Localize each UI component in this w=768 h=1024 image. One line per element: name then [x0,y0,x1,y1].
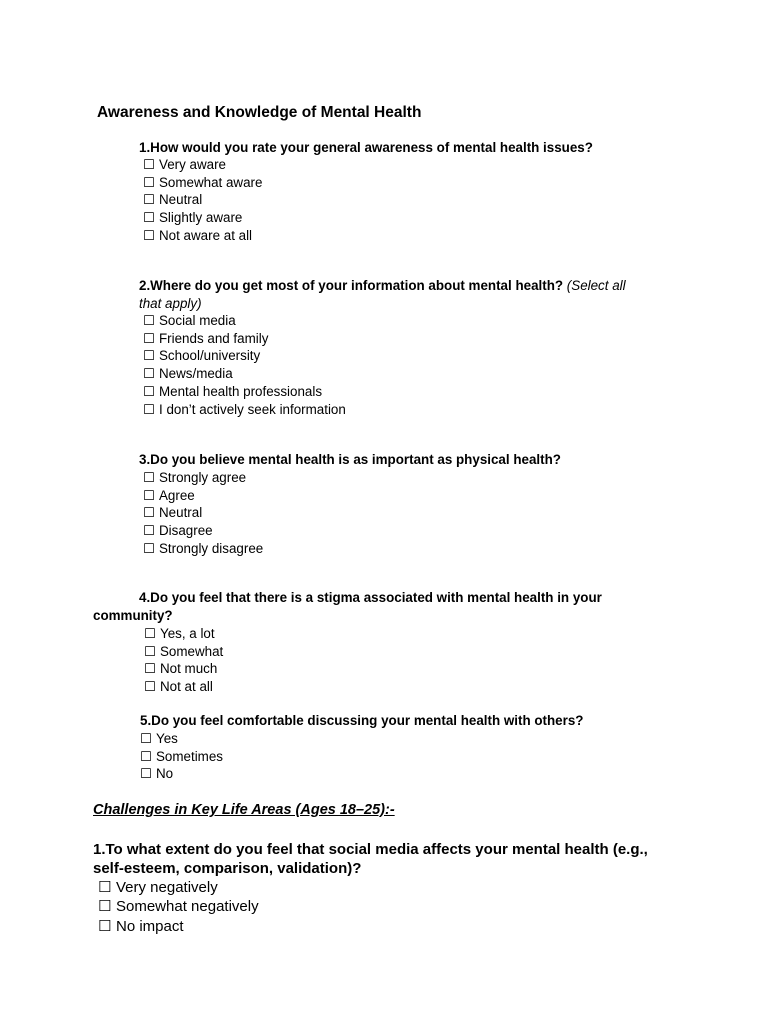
option-label: Neutral [159,192,203,208]
option-label: News/media [159,366,233,382]
checkbox-icon[interactable]: ☐ [143,227,156,243]
section-title-challenges: Challenges in Key Life Areas (Ages 18–25):- [93,802,395,818]
option-item[interactable] [143,227,262,245]
option-item[interactable] [143,504,263,522]
option-item[interactable] [140,748,223,766]
checkbox-icon[interactable]: ☐ [143,540,156,556]
option-label: I don’t actively seek information [159,401,346,417]
checkbox-icon[interactable]: ☐ [143,348,156,364]
option-label: Yes [156,731,178,746]
question-1-options [143,156,262,245]
checkbox-icon[interactable]: ☐ [143,383,156,399]
option-label: Disagree [159,523,213,539]
checkbox-icon[interactable]: ☐ [143,330,156,346]
checkbox-icon[interactable]: ☐ [140,748,153,764]
checkbox-icon[interactable]: ☐ [143,313,156,328]
question-2-text-line1: 2.Where do you get most of your information about mental health? (Select all [139,278,626,293]
option-item[interactable] [143,209,262,227]
checkbox-icon[interactable]: ☐ [143,210,156,226]
option-label: Sometimes [156,748,223,764]
option-label: Very negatively [116,879,218,896]
page-title: Awareness and Knowledge of Mental Health [97,104,422,121]
option-label: Somewhat [160,643,224,659]
question-3-text: 3.Do you believe mental health is as important as physical health? [139,452,561,467]
option-label: Not much [160,661,218,677]
option-item[interactable] [143,156,262,174]
option-item[interactable] [98,897,259,916]
option-label: Friends and family [159,330,269,346]
checkbox-icon[interactable]: ☐ [140,766,153,782]
checkbox-icon[interactable]: ☐ [144,679,157,695]
section2-question-1-text-line2: self-esteem, comparison, validation)? [93,860,362,877]
checkbox-icon[interactable]: ☐ [144,661,157,677]
checkbox-icon[interactable]: ☐ [143,192,156,208]
section2-question-1-text-line1: 1.To what extent do you feel that social media affects your mental health (e.g., [93,841,648,858]
option-label: Not at all [160,679,213,695]
question-2-text-line2: that apply) [139,296,202,311]
checkbox-icon[interactable]: ☐ [143,157,156,172]
question-2-note: (Select all [566,278,626,293]
option-item[interactable] [143,487,263,505]
option-label: Somewhat negatively [116,898,259,916]
question-5-options [140,730,223,783]
checkbox-icon[interactable]: ☐ [98,898,112,916]
checkbox-icon[interactable]: ☐ [98,917,112,935]
option-label: School/university [159,348,261,364]
option-label: Mental health professionals [159,383,323,399]
option-label: Very aware [159,157,226,172]
checkbox-icon[interactable]: ☐ [143,401,156,417]
option-item[interactable] [144,625,223,643]
question-4-text-line1: 4.Do you feel that there is a stigma associated with mental health in your [139,590,602,605]
option-item[interactable] [143,365,346,383]
option-item[interactable] [140,730,223,748]
section2-question-1-options [98,878,259,936]
option-label: Not aware at all [159,227,253,243]
option-item[interactable] [143,540,263,558]
checkbox-icon[interactable]: ☐ [143,523,156,539]
option-label: Strongly agree [159,470,247,485]
option-item[interactable] [143,330,346,348]
option-item[interactable] [144,678,223,696]
option-item[interactable] [143,469,263,487]
option-item[interactable] [143,401,346,419]
option-item[interactable] [143,347,346,365]
checkbox-icon[interactable]: ☐ [143,505,156,521]
option-item[interactable] [98,917,259,936]
option-item[interactable] [143,174,262,192]
option-label: No impact [116,917,184,935]
option-label: Neutral [159,505,203,521]
option-item[interactable] [143,191,262,209]
option-label: Somewhat aware [159,174,263,190]
question-1-text: 1.How would you rate your general awareness of mental health issues? [139,140,593,155]
option-label: No [156,766,174,782]
question-5-text: 5.Do you feel comfortable discussing your mental health with others? [140,713,584,728]
option-item[interactable] [143,383,346,401]
checkbox-icon[interactable]: ☐ [144,626,157,641]
checkbox-icon[interactable]: ☐ [143,366,156,382]
question-3-options [143,469,263,558]
option-item[interactable] [140,765,223,783]
option-item[interactable] [98,878,259,897]
option-label: Agree [159,487,195,503]
checkbox-icon[interactable]: ☐ [143,174,156,190]
option-item[interactable] [144,643,223,661]
checkbox-icon[interactable]: ☐ [143,470,156,485]
checkbox-icon[interactable]: ☐ [140,731,153,746]
question-2-options [143,312,346,418]
option-item[interactable] [144,660,223,678]
option-label: Yes, a lot [160,626,215,641]
checkbox-icon[interactable]: ☐ [144,643,157,659]
question-4-text-line2: community? [93,608,173,623]
checkbox-icon[interactable]: ☐ [98,879,112,896]
option-item[interactable] [143,522,263,540]
question-4-options [144,625,223,696]
option-label: Slightly aware [159,210,243,226]
option-item[interactable] [143,312,346,330]
option-label: Social media [159,313,236,328]
checkbox-icon[interactable]: ☐ [143,487,156,503]
option-label: Strongly disagree [159,540,264,556]
